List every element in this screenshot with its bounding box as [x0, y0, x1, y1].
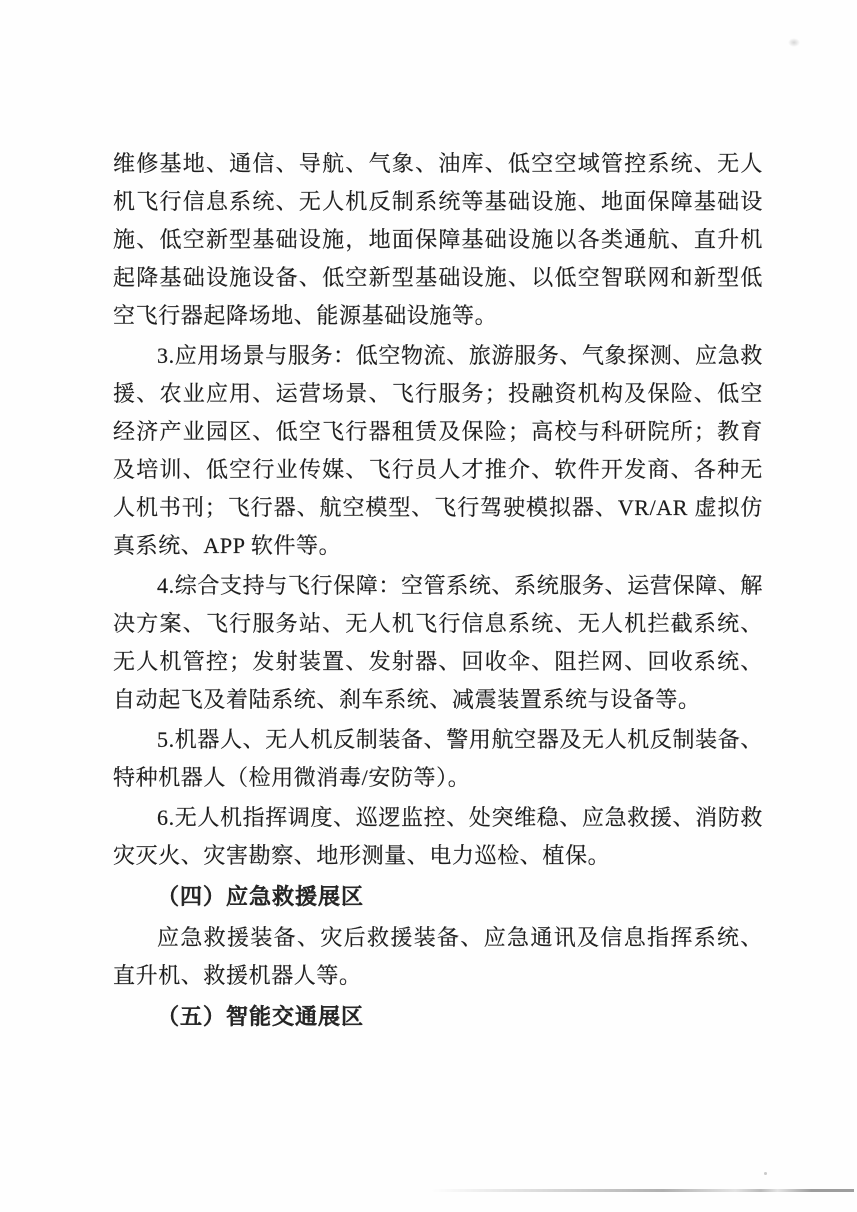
paragraph-emergency-rescue-items: 应急救援装备、灾后救援装备、应急通讯及信息指挥系统、直升机、救援机器人等。: [113, 925, 763, 988]
paragraph-infrastructure-continuation: 维修基地、通信、导航、气象、油库、低空空域管控系统、无人机飞行信息系统、无人机反制系统等基础设施、地面保障基础设施、低空新型基础设施，地面保障基础设施以各类通航、直升机起降基础设施设备、低空新型基础设施、以低空智联网和新型低空飞行器起降场地、能源基础设施等。: [113, 151, 763, 328]
scan-speck-artifact: [764, 1172, 767, 1175]
scan-smudge-artifact: [788, 38, 800, 47]
paragraph-item-3-application-scenarios: 3.应用场景与服务：低空物流、旅游服务、气象探测、应急救援、农业应用、运营场景、飞行服务；投融资机构及保险、低空经济产业园区、低空飞行器租赁及保险；高校与科研院所；教育及培训、低空行业传媒、飞行员人才推介、软件开发商、各种无人机书刊；飞行器、航空模型、飞行驾驶模拟器、VR/AR 虚拟仿真系统、APP 软件等。: [113, 343, 763, 558]
paragraph-item-4-flight-support: 4.综合支持与飞行保障：空管系统、系统服务、运营保障、解决方案、飞行服务站、无人机飞行信息系统、无人机拦截系统、无人机管控；发射装置、发射器、回收伞、阻拦网、回收系统、自动起飞及着陆系统、刹车系统、减震装置系统与设备等。: [113, 573, 763, 712]
scan-edge-artifact: [430, 1189, 854, 1192]
section-heading-5-smart-transport-zone: （五）智能交通展区: [157, 1004, 365, 1029]
document-text-block: [113, 145, 763, 1039]
paragraph-item-5-robots-counter-drone: 5.机器人、无人机反制装备、警用航空器及无人机反制装备、特种机器人（检用微消毒/安防等）。: [113, 727, 763, 790]
section-heading-4-emergency-rescue-zone: （四）应急救援展区: [157, 884, 365, 909]
paragraph-item-6-drone-command: 6.无人机指挥调度、巡逻监控、处突维稳、应急救援、消防救灾灭火、灾害勘察、地形测量、电力巡检、植保。: [113, 805, 763, 868]
